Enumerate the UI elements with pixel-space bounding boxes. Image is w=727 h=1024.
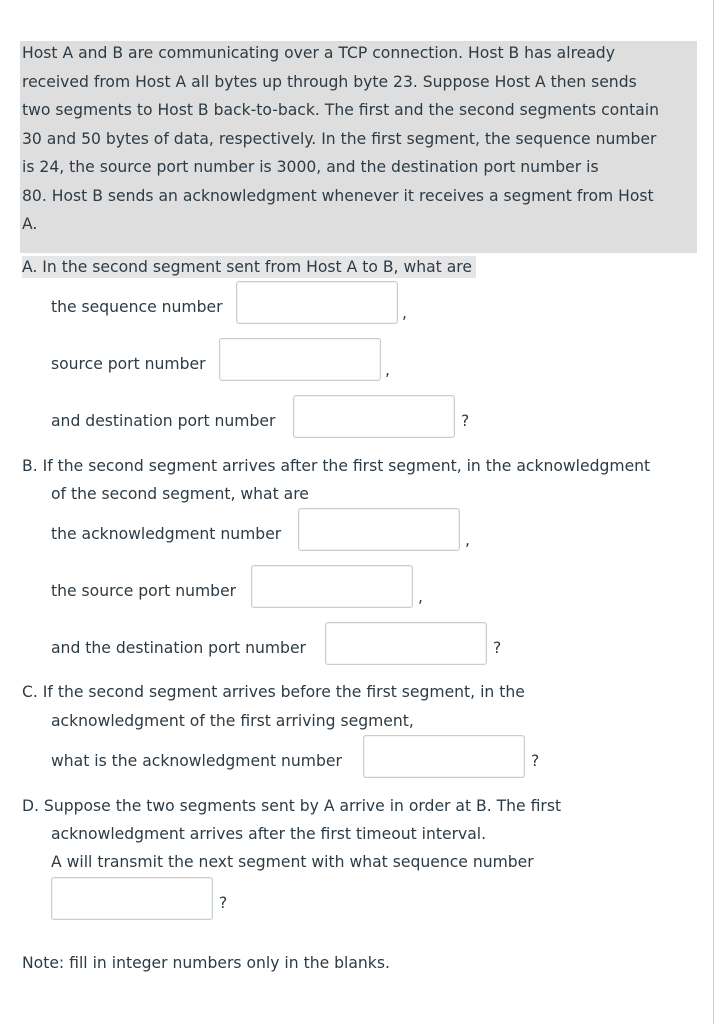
part-d-seq-number-input[interactable] — [51, 877, 213, 920]
part-a-qmark: ? — [461, 412, 470, 430]
part-c-line-2: acknowledgment of the first arriving segment, — [51, 712, 414, 730]
part-d-line-2: acknowledgment arrives after the first timeout interval. — [51, 825, 487, 843]
part-b-line-1: B. If the second segment arrives after the first segment, in the acknowledgment — [22, 457, 651, 475]
part-a-seq-number-input[interactable] — [236, 281, 398, 324]
page-right-border — [713, 0, 714, 1024]
part-d-line-3: A will transmit the next segment with what sequence number — [51, 853, 534, 871]
part-b-ack-number-input[interactable] — [298, 508, 460, 551]
part-c-qmark: ? — [531, 752, 540, 770]
part-a-heading-text: A. In the second segment sent from Host A to B, what are — [22, 256, 476, 278]
part-b-dst-label: and the destination port number — [51, 639, 306, 657]
intro-line: two segments to Host B back-to-back. The first and the second segments contain — [22, 101, 659, 119]
part-a-src-label: source port number — [51, 355, 206, 373]
part-a-dst-label: and destination port number — [51, 412, 276, 430]
part-a-seq-comma: , — [402, 304, 407, 322]
intro-line: Host A and B are communicating over a TCP connection. Host B has already — [22, 44, 615, 62]
part-a-src-comma: , — [385, 361, 390, 379]
part-c-ack-number-input[interactable] — [363, 735, 525, 778]
part-a-source-port-input[interactable] — [219, 338, 381, 381]
part-c-ack-label: what is the acknowledgment number — [51, 752, 342, 770]
part-a-seq-label: the sequence number — [51, 298, 223, 316]
part-c-line-1: C. If the second segment arrives before the first segment, in the — [22, 683, 525, 701]
intro-line: is 24, the source port number is 3000, and the destination port number is — [22, 158, 599, 176]
part-d-qmark: ? — [219, 894, 228, 912]
part-b-dest-port-input[interactable] — [325, 622, 487, 665]
part-b-source-port-input[interactable] — [251, 565, 413, 608]
part-b-line-2: of the second segment, what are — [51, 485, 309, 503]
part-b-src-label: the source port number — [51, 582, 237, 600]
instructions-note: Note: fill in integer numbers only in the blanks. — [22, 954, 390, 972]
part-b-qmark: ? — [493, 639, 502, 657]
intro-line: A. — [22, 215, 38, 233]
intro-line: received from Host A all bytes up through byte 23. Suppose Host A then sends — [22, 73, 637, 91]
part-d-line-1: D. Suppose the two segments sent by A arrive in order at B. The first — [22, 797, 562, 815]
part-b-src-comma: , — [418, 588, 423, 606]
part-a-dest-port-input[interactable] — [293, 395, 455, 438]
part-b-ack-comma: , — [465, 531, 470, 549]
part-a-heading — [22, 257, 476, 277]
part-b-ack-label: the acknowledgment number — [51, 525, 282, 543]
intro-line: 30 and 50 bytes of data, respectively. In the first segment, the sequence number — [22, 130, 657, 148]
intro-line: 80. Host B sends an acknowledgment whenever it receives a segment from Host — [22, 187, 654, 205]
